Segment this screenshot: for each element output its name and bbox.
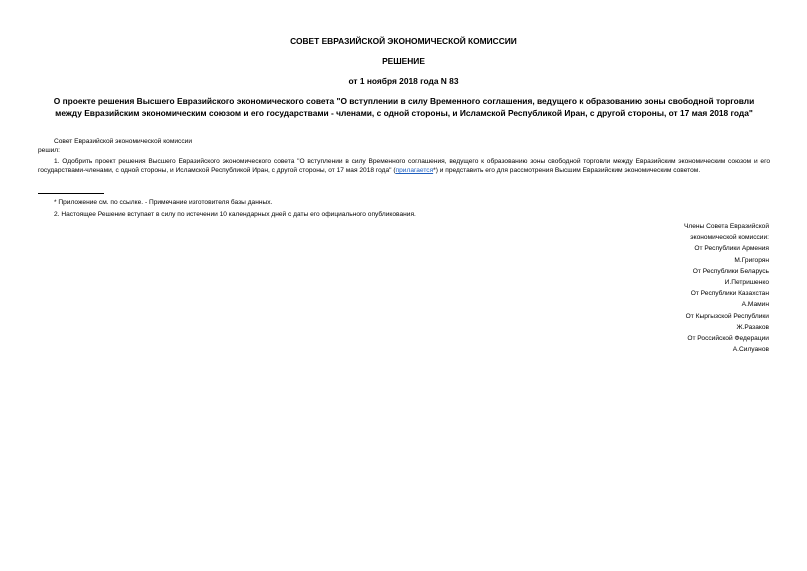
- document-date-number: от 1 ноября 2018 года N 83: [348, 76, 459, 86]
- decision-item-1-text-after: *) и представить его для рассмотрения Высшим Евразийским экономическим советом.: [433, 167, 701, 174]
- document-title: О проекте решения Высшего Евразийского экономического совета "О вступлении в силу Временного соглашения, ведущего к образованию зоны свободной торговли между Евразийским экономическим союзом и его государствами - членами, с одной стороны, и Исламской Республикой Иран, с другой стороны, от 17 мая 2018 года": [53, 96, 755, 118]
- document-type: РЕШЕНИЕ: [382, 56, 425, 66]
- footnote: * Приложение см. по ссылке. - Примечание изготовителя базы данных.: [54, 199, 273, 206]
- signature-line: От Республики Беларусь: [692, 267, 769, 275]
- signature-line: От Кыргызской Республики: [685, 312, 769, 320]
- signature-line: Ж.Разаков: [736, 323, 769, 331]
- signature-line: От Российской Федерации: [687, 335, 769, 343]
- resolved-text: решил:: [38, 147, 60, 154]
- signature-line: От Республики Казахстан: [690, 290, 769, 298]
- footnote-divider: [38, 193, 104, 194]
- decision-item-2: 2. Настоящее Решение вступает в силу по истечении 10 календарных дней с даты его официального опубликования.: [54, 211, 416, 218]
- signature-block: [529, 221, 769, 355]
- council-name: Совет Евразийской экономической комиссии: [54, 138, 193, 145]
- signature-line: Члены Совета Евразийской: [683, 223, 769, 230]
- attachment-link[interactable]: прилагается: [395, 167, 434, 174]
- signature-line: А.Мамин: [741, 301, 769, 309]
- decision-item-1-text-before: 1. Одобрить проект решения Высшего Евразийского экономического совета "О вступлении в силу Временного соглашения, ведущего к образованию зоны свободной торговли между Евразийским экономическим союзом и его государствами-членами, с одной стороны, и Исламской Республикой Иран, с другой стороны, от 17 мая 2018 года" (: [38, 158, 770, 174]
- signature-line: А.Силуанов: [732, 346, 769, 354]
- signature-line: М.Григорян: [734, 256, 769, 264]
- decision-item-1: [38, 157, 770, 175]
- signature-line: экономической комиссии:: [690, 234, 769, 242]
- signature-line: И.Петришенко: [724, 279, 769, 287]
- signature-line: От Республики Армения: [694, 245, 769, 253]
- document-header: СОВЕТ ЕВРАЗИЙСКОЙ ЭКОНОМИЧЕСКОЙ КОМИССИИ: [290, 36, 517, 46]
